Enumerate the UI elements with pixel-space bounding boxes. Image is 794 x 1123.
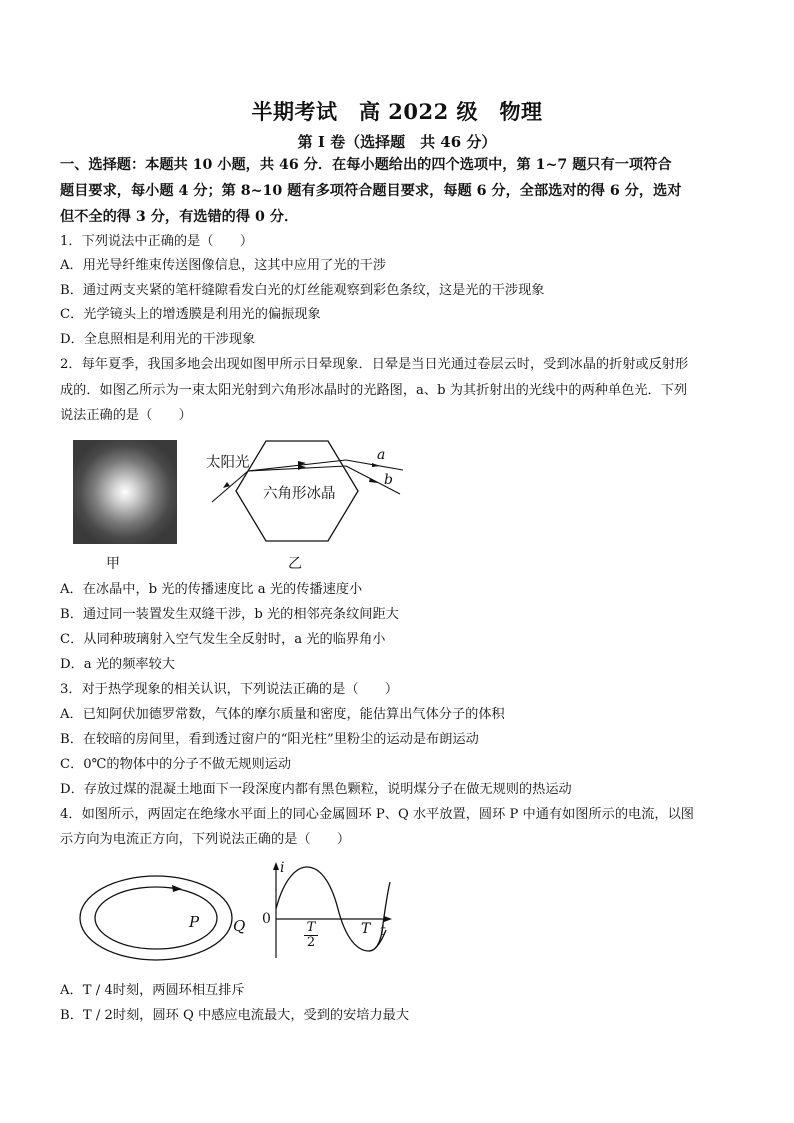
question-1-option-b: B．通过两支夹紧的笔杆缝隙看发白光的灯丝能观察到彩色条纹，这是光的干涉现象 [60,283,545,298]
question-2-stem-line: 2．每年夏季，我国多地会出现如图甲所示日晕现象．日晕是当日光通过卷层云时，受到冰晶的折射或反射形 [60,357,689,372]
question-2-option-b: B．通过同一装置发生双缝干涉，b 光的相邻亮条纹间距大 [60,607,399,622]
question-2-option-c: C．从同种玻璃射入空气发生全反射时，a 光的临界角小 [60,632,386,647]
question-1-option-a: A．用光导纤维束传送图像信息，这其中应用了光的干涉 [60,258,387,273]
ice-crystal-label: 六角形冰晶 [263,486,336,502]
question-4-stem-line: 4．如图所示，两固定在绝缘水平面上的同心金属圆环 P、Q 水平放置，圆环 P 中通有如图所示的电流，以图 [60,807,694,822]
figure-caption-yi: 乙 [288,556,302,572]
question-2-stem-line: 说法正确的是（ ） [60,408,192,423]
section-intro-line: 但不全的得 3 分，有选错的得 0 分． [60,209,299,225]
question-2-option-d: D．a 光的频率较大 [60,657,175,672]
section-intro-line: 一、选择题：本题共 10 小题，共 46 分．在每小题给出的四个选项中，第 1~7 题只有一项符合 [60,157,672,173]
ray-a-label: a [377,447,386,463]
figure-caption-jia: 甲 [106,556,120,572]
question-2-stem-line: 成的．如图乙所示为一束太阳光射到六角形冰晶时的光路图，a、b 为其折射出的光线中的两种单色光．下列 [60,383,688,398]
question-3-option-d: D．存放过煤的混凝土地面下一段深度内都有黑色颗粒，说明煤分子在做无规则的热运动 [60,782,572,797]
halo-photo [73,440,177,544]
period-label: T [361,921,371,937]
question-3-option-c: C．0℃的物体中的分子不做无规则运动 [60,757,292,772]
question-1-option-c: C．光学镜头上的增透膜是利用光的偏振现象 [60,307,321,322]
concentric-rings-figure [76,872,251,967]
question-3-option-a: A．已知阿伏加德罗常数，气体的摩尔质量和密度，能估算出气体分子的体积 [60,707,505,722]
ring-p-label: P [189,913,200,931]
half-period-label [304,921,318,950]
question-1-stem: 1．下列说法中正确的是（ ） [60,234,254,249]
question-4-option-a: A．T / 4时刻，两圆环相互排斥 [60,983,245,998]
section-subtitle: 第 I 卷（选择题 共 46 分） [297,133,497,151]
sunlight-label: 太阳光 [206,455,250,471]
half-period-denominator: 2 [304,935,318,950]
ray-b-label: b [384,472,393,488]
ring-q-label: Q [233,917,246,935]
axis-t-label: t [380,923,386,939]
question-1-option-d: D．全息照相是利用光的干涉现象 [60,332,256,347]
page-title: 半期考试 高 2022 级 物理 [251,99,543,124]
question-4-stem-line: 示方向为电流正方向，下列说法正确的是（ ） [60,832,351,847]
current-time-graph [270,860,395,960]
question-4-option-b: B．T / 2时刻，圆环 Q 中感应电流最大，受到的安培力最大 [60,1008,410,1023]
question-3-stem: 3．对于热学现象的相关认识，下列说法正确的是（ ） [60,682,399,697]
question-2-option-a: A．在冰晶中，b 光的传播速度比 a 光的传播速度小 [60,582,363,597]
section-intro-line: 题目要求，每小题 4 分；第 8~10 题有多项符合题目要求，每题 6 分，全部选对的得 6 分，选对 [60,183,682,199]
axis-i-label: i [280,860,285,876]
question-3-option-b: B．在较暗的房间里，看到透过窗户的“阳光柱”里粉尘的运动是布朗运动 [60,732,479,747]
origin-label: 0 [262,911,271,927]
half-period-numerator: T [306,920,316,935]
